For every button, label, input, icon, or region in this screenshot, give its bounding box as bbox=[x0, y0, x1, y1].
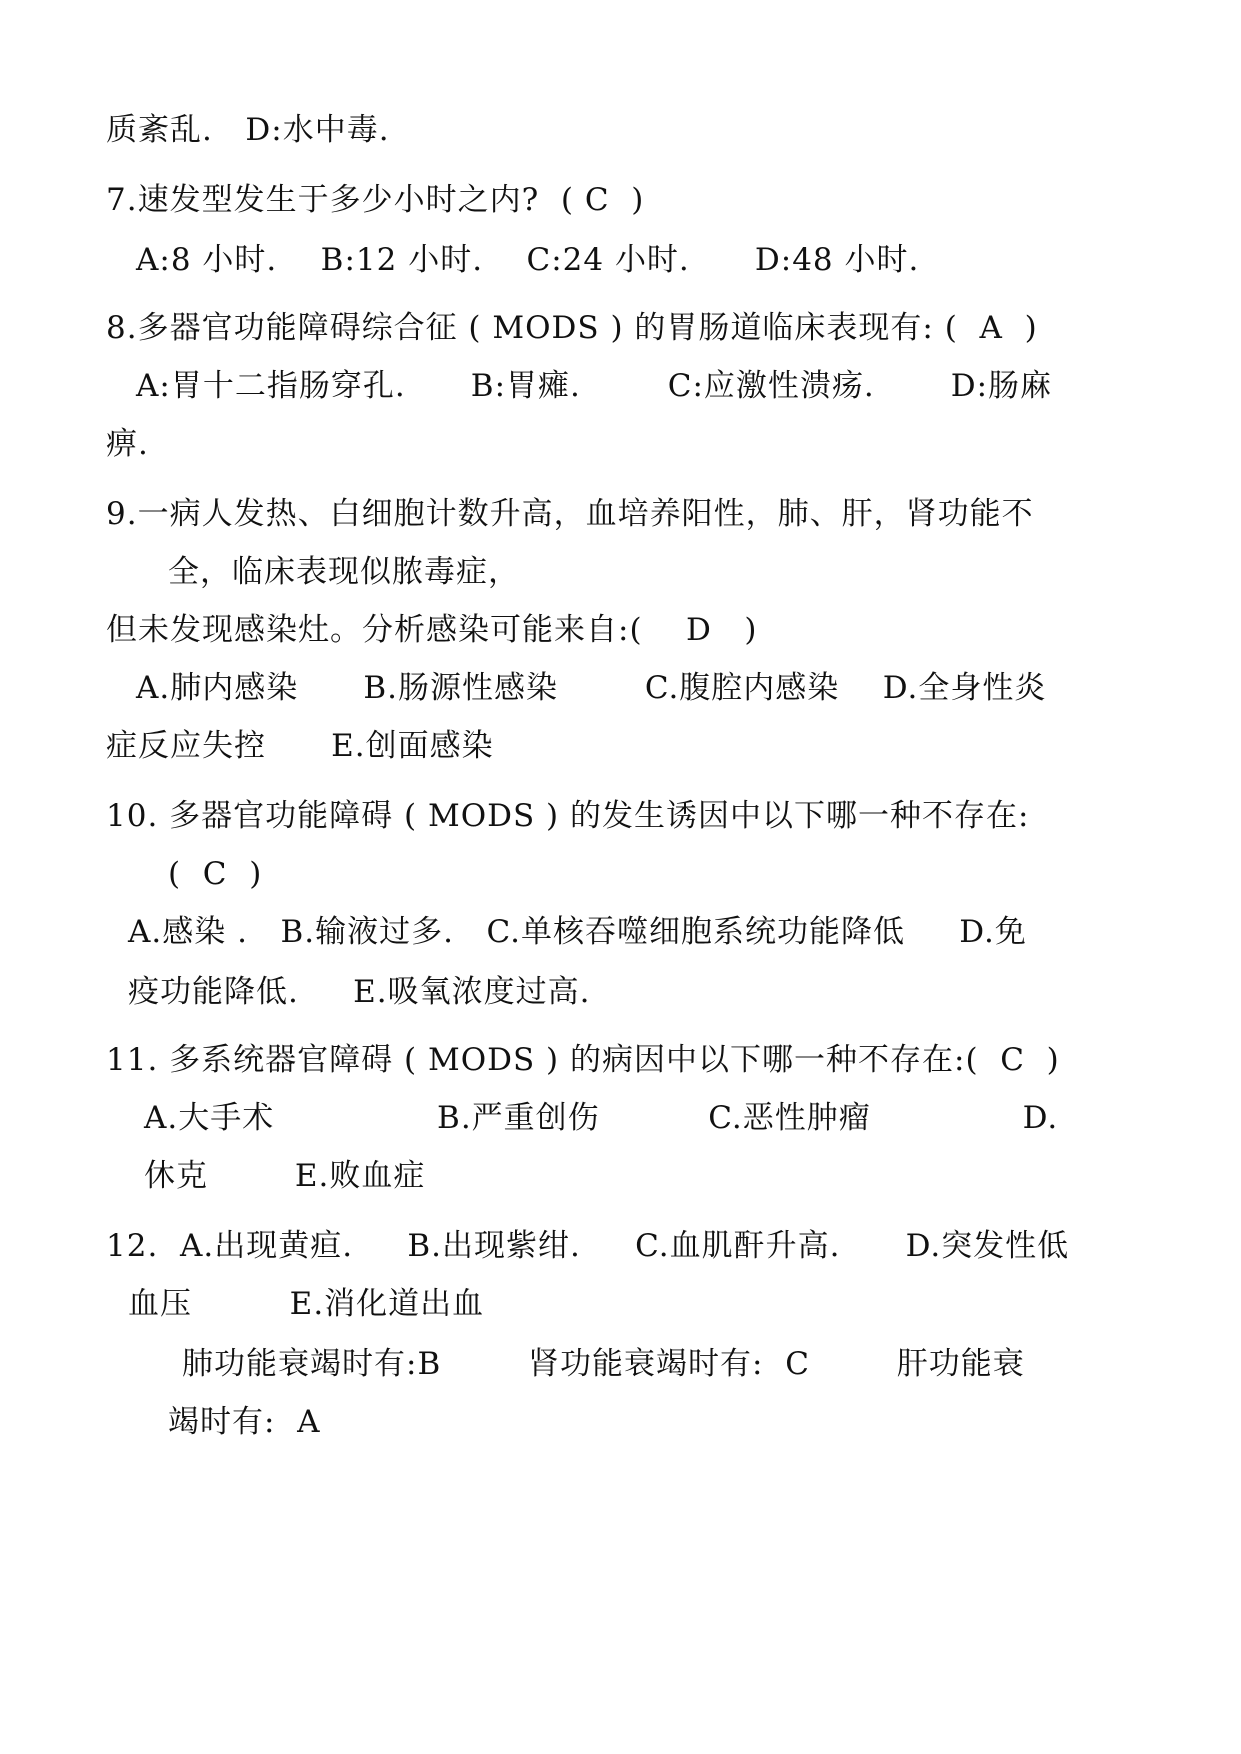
question-7-options: A:8 小时. B:12 小时. C:24 小时. D:48 小时. bbox=[136, 242, 920, 278]
question-7: 7.速发型发生于多少小时之内? ( C ) bbox=[106, 182, 645, 218]
question-11: 11. 多系统器官障碍 ( MODS ) 的病因中以下哪一种不存在:( C ) bbox=[106, 1042, 1060, 1078]
question-11-options-cont: 休克 E.败血症 bbox=[144, 1158, 426, 1194]
question-12-options: 12. A.出现黄疸. B.出现紫绀. C.血肌酐升高. D.突发性低 bbox=[106, 1228, 1070, 1264]
question-9-options: A.肺内感染 B.肠源性感染 C.腹腔内感染 D.全身性炎 bbox=[136, 670, 1047, 706]
text-line: 质紊乱. D:水中毒. bbox=[106, 112, 390, 148]
question-10-options: A.感染 . B.输液过多. C.单核吞噬细胞系统功能降低 D.免 bbox=[128, 914, 1027, 950]
question-12-answers-cont: 竭时有: A bbox=[168, 1404, 321, 1440]
question-8-options-cont: 痹. bbox=[106, 426, 149, 462]
question-10: 10. 多器官功能障碍 ( MODS ) 的发生诱因中以下哪一种不存在: bbox=[106, 798, 1030, 834]
question-9-cont2: 但未发现感染灶。分析感染可能来自:( D ) bbox=[106, 612, 758, 648]
question-9: 9.一病人发热、白细胞计数升高，血培养阳性，肺、肝，肾功能不 bbox=[106, 496, 1034, 532]
question-9-cont: 全，临床表现似脓毒症， bbox=[168, 554, 520, 590]
question-11-options: A.大手术 B.严重创伤 C.恶性肿瘤 D. bbox=[144, 1100, 1059, 1136]
question-9-options-cont: 症反应失控 E.创面感染 bbox=[106, 728, 494, 764]
question-12-options-cont: 血压 E.消化道出血 bbox=[128, 1286, 485, 1322]
question-12-answers: 肺功能衰竭时有:B 肾功能衰竭时有: C 肝功能衰 bbox=[182, 1346, 1025, 1382]
question-8: 8.多器官功能障碍综合征 ( MODS ) 的胃肠道临床表现有: ( A ) bbox=[106, 310, 1038, 346]
question-10-answer: ( C ) bbox=[168, 856, 263, 892]
question-8-options: A:胃十二指肠穿孔. B:胃瘫. C:应激性溃疡. D:肠麻 bbox=[136, 368, 1053, 404]
question-10-options-cont: 疫功能降低. E.吸氧浓度过高. bbox=[128, 974, 591, 1010]
